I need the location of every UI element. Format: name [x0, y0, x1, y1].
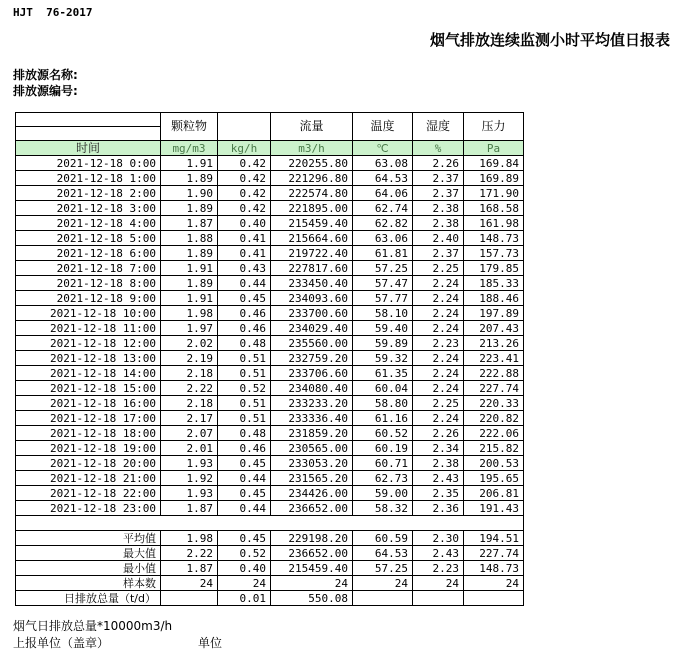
value-cell: 0.41 — [218, 246, 271, 261]
value-cell: 59.00 — [353, 486, 413, 501]
value-cell: 2.22 — [161, 381, 218, 396]
value-cell: 0.42 — [218, 171, 271, 186]
summary-value-cell: 24 — [161, 576, 218, 591]
summary-value-cell: 2.22 — [161, 546, 218, 561]
unit-percent: % — [413, 141, 464, 156]
summary-value-cell: 57.25 — [353, 561, 413, 576]
spacer-row — [16, 516, 524, 531]
value-cell: 2.24 — [413, 351, 464, 366]
summary-value-cell: 0.01 — [218, 591, 271, 606]
value-cell: 2.24 — [413, 321, 464, 336]
standard-code: HJT 76-2017 — [13, 6, 93, 19]
value-cell: 233053.20 — [271, 456, 353, 471]
value-cell: 1.89 — [161, 276, 218, 291]
value-cell: 222.06 — [464, 426, 524, 441]
value-cell: 157.73 — [464, 246, 524, 261]
value-cell: 1.98 — [161, 306, 218, 321]
value-cell: 0.51 — [218, 366, 271, 381]
value-cell: 215.82 — [464, 441, 524, 456]
value-cell: 2.35 — [413, 486, 464, 501]
col-header-flow: 流量 — [271, 113, 353, 141]
summary-value-cell: 227.74 — [464, 546, 524, 561]
value-cell: 222574.80 — [271, 186, 353, 201]
hourly-rows — [16, 156, 524, 516]
report-title: 烟气排放连续监测小时平均值日报表 — [430, 31, 671, 49]
time-cell: 2021-12-18 11:00 — [16, 321, 161, 336]
table-row — [16, 426, 524, 441]
value-cell: 2.18 — [161, 366, 218, 381]
time-cell: 2021-12-18 22:00 — [16, 486, 161, 501]
time-cell: 2021-12-18 3:00 — [16, 201, 161, 216]
time-header: 时间 — [16, 141, 161, 156]
value-cell: 2.34 — [413, 441, 464, 456]
summary-value-cell: 236652.00 — [271, 546, 353, 561]
value-cell: 0.40 — [218, 216, 271, 231]
time-cell: 2021-12-18 12:00 — [16, 336, 161, 351]
time-cell: 2021-12-18 23:00 — [16, 501, 161, 516]
value-cell: 2.38 — [413, 456, 464, 471]
value-cell: 0.46 — [218, 441, 271, 456]
table-row — [16, 156, 524, 171]
summary-value-cell: 1.98 — [161, 531, 218, 546]
value-cell: 233706.60 — [271, 366, 353, 381]
value-cell: 63.08 — [353, 156, 413, 171]
time-cell: 2021-12-18 1:00 — [16, 171, 161, 186]
time-cell: 2021-12-18 19:00 — [16, 441, 161, 456]
col-header-particulate: 颗粒物 — [161, 113, 218, 141]
col-header-pressure: 压力 — [464, 113, 524, 141]
summary-value-cell: 215459.40 — [271, 561, 353, 576]
table-row — [16, 246, 524, 261]
value-cell: 232759.20 — [271, 351, 353, 366]
table-row — [16, 471, 524, 486]
value-cell: 0.48 — [218, 426, 271, 441]
value-cell: 161.98 — [464, 216, 524, 231]
value-cell: 195.65 — [464, 471, 524, 486]
summary-value-cell — [161, 591, 218, 606]
value-cell: 0.42 — [218, 186, 271, 201]
summary-label: 平均值 — [16, 531, 161, 546]
value-cell: 148.73 — [464, 231, 524, 246]
value-cell: 1.91 — [161, 291, 218, 306]
value-cell: 231565.20 — [271, 471, 353, 486]
value-cell: 64.06 — [353, 186, 413, 201]
value-cell: 236652.00 — [271, 501, 353, 516]
summary-value-cell: 64.53 — [353, 546, 413, 561]
value-cell: 0.42 — [218, 156, 271, 171]
time-cell: 2021-12-18 9:00 — [16, 291, 161, 306]
table-row — [16, 456, 524, 471]
value-cell: 59.40 — [353, 321, 413, 336]
value-cell: 2.24 — [413, 381, 464, 396]
value-cell: 0.45 — [218, 291, 271, 306]
summary-value-cell — [353, 591, 413, 606]
value-cell: 2.37 — [413, 171, 464, 186]
time-cell: 2021-12-18 17:00 — [16, 411, 161, 426]
value-cell: 1.87 — [161, 216, 218, 231]
time-cell: 2021-12-18 20:00 — [16, 456, 161, 471]
value-cell: 2.24 — [413, 411, 464, 426]
table-row — [16, 291, 524, 306]
value-cell: 62.82 — [353, 216, 413, 231]
summary-label: 最大值 — [16, 546, 161, 561]
value-cell: 59.89 — [353, 336, 413, 351]
value-cell: 234093.60 — [271, 291, 353, 306]
value-cell: 0.42 — [218, 201, 271, 216]
value-cell: 2.24 — [413, 291, 464, 306]
summary-value-cell: 194.51 — [464, 531, 524, 546]
report-unit-label: 上报单位（盖章） — [13, 636, 110, 650]
summary-value-cell: 148.73 — [464, 561, 524, 576]
value-cell: 60.71 — [353, 456, 413, 471]
table-row — [16, 261, 524, 276]
value-cell: 64.53 — [353, 171, 413, 186]
value-cell: 222.88 — [464, 366, 524, 381]
value-cell: 234426.00 — [271, 486, 353, 501]
time-cell: 2021-12-18 7:00 — [16, 261, 161, 276]
table-row — [16, 411, 524, 426]
footnote-flow-total: 烟气日排放总量*10000m3/h — [13, 619, 173, 633]
value-cell: 2.02 — [161, 336, 218, 351]
value-cell: 58.80 — [353, 396, 413, 411]
time-cell: 2021-12-18 21:00 — [16, 471, 161, 486]
unit-celsius: ℃ — [353, 141, 413, 156]
value-cell: 2.25 — [413, 261, 464, 276]
time-header-upper-cell — [16, 113, 161, 127]
value-cell: 1.89 — [161, 246, 218, 261]
summary-rows — [16, 531, 524, 606]
value-cell: 1.89 — [161, 201, 218, 216]
table-row — [16, 441, 524, 456]
value-cell: 0.41 — [218, 231, 271, 246]
value-cell: 0.45 — [218, 456, 271, 471]
col-header-spacer — [218, 113, 271, 141]
table-row — [16, 486, 524, 501]
source-name-label: 排放源名称: — [13, 68, 78, 82]
value-cell: 227817.60 — [271, 261, 353, 276]
source-code-label: 排放源编号: — [13, 84, 78, 98]
summary-value-cell: 229198.20 — [271, 531, 353, 546]
value-cell: 0.48 — [218, 336, 271, 351]
value-cell: 0.44 — [218, 501, 271, 516]
value-cell: 191.43 — [464, 501, 524, 516]
summary-label: 日排放总量（t/d） — [16, 591, 161, 606]
time-cell: 2021-12-18 13:00 — [16, 351, 161, 366]
summary-row — [16, 576, 524, 591]
summary-value-cell: 2.23 — [413, 561, 464, 576]
value-cell: 1.90 — [161, 186, 218, 201]
summary-row — [16, 591, 524, 606]
summary-value-cell: 0.40 — [218, 561, 271, 576]
unit-pa: Pa — [464, 141, 524, 156]
value-cell: 188.46 — [464, 291, 524, 306]
unit-row — [16, 141, 524, 156]
value-cell: 0.45 — [218, 486, 271, 501]
time-cell: 2021-12-18 16:00 — [16, 396, 161, 411]
value-cell: 2.38 — [413, 201, 464, 216]
value-cell: 61.35 — [353, 366, 413, 381]
value-cell: 61.16 — [353, 411, 413, 426]
value-cell: 169.89 — [464, 171, 524, 186]
value-cell: 235560.00 — [271, 336, 353, 351]
value-cell: 2.43 — [413, 471, 464, 486]
value-cell: 220.33 — [464, 396, 524, 411]
value-cell: 2.24 — [413, 366, 464, 381]
col-header-temperature: 温度 — [353, 113, 413, 141]
summary-value-cell: 550.08 — [271, 591, 353, 606]
value-cell: 62.73 — [353, 471, 413, 486]
summary-value-cell — [413, 591, 464, 606]
value-cell: 0.51 — [218, 411, 271, 426]
value-cell: 2.37 — [413, 186, 464, 201]
summary-value-cell: 60.59 — [353, 531, 413, 546]
spacer-cell — [16, 516, 524, 531]
summary-value-cell: 2.43 — [413, 546, 464, 561]
time-cell: 2021-12-18 6:00 — [16, 246, 161, 261]
value-cell: 220.82 — [464, 411, 524, 426]
summary-label: 最小值 — [16, 561, 161, 576]
value-cell: 0.46 — [218, 321, 271, 336]
value-cell: 60.04 — [353, 381, 413, 396]
value-cell: 233450.40 — [271, 276, 353, 291]
table-row — [16, 321, 524, 336]
monitoring-table — [15, 112, 524, 606]
value-cell: 1.92 — [161, 471, 218, 486]
value-cell: 185.33 — [464, 276, 524, 291]
table-row — [16, 186, 524, 201]
value-cell: 1.88 — [161, 231, 218, 246]
table-row — [16, 306, 524, 321]
table-row — [16, 366, 524, 381]
time-cell: 2021-12-18 2:00 — [16, 186, 161, 201]
time-cell: 2021-12-18 18:00 — [16, 426, 161, 441]
value-cell: 234080.40 — [271, 381, 353, 396]
time-header-lower-cell — [16, 127, 161, 141]
value-cell: 220255.80 — [271, 156, 353, 171]
value-cell: 1.87 — [161, 501, 218, 516]
value-cell: 2.38 — [413, 216, 464, 231]
summary-value-cell: 24 — [413, 576, 464, 591]
value-cell: 0.44 — [218, 471, 271, 486]
value-cell: 59.32 — [353, 351, 413, 366]
value-cell: 0.46 — [218, 306, 271, 321]
value-cell: 2.23 — [413, 336, 464, 351]
time-cell: 2021-12-18 8:00 — [16, 276, 161, 291]
table-row — [16, 201, 524, 216]
value-cell: 1.93 — [161, 456, 218, 471]
value-cell: 2.07 — [161, 426, 218, 441]
value-cell: 213.26 — [464, 336, 524, 351]
value-cell: 61.81 — [353, 246, 413, 261]
value-cell: 63.06 — [353, 231, 413, 246]
summary-value-cell: 24 — [218, 576, 271, 591]
value-cell: 221296.80 — [271, 171, 353, 186]
value-cell: 223.41 — [464, 351, 524, 366]
table-row — [16, 501, 524, 516]
summary-value-cell: 24 — [353, 576, 413, 591]
table-row — [16, 231, 524, 246]
value-cell: 62.74 — [353, 201, 413, 216]
value-cell: 2.17 — [161, 411, 218, 426]
value-cell: 57.25 — [353, 261, 413, 276]
summary-row — [16, 561, 524, 576]
value-cell: 57.47 — [353, 276, 413, 291]
time-cell: 2021-12-18 0:00 — [16, 156, 161, 171]
value-cell: 206.81 — [464, 486, 524, 501]
value-cell: 233700.60 — [271, 306, 353, 321]
summary-value-cell: 24 — [271, 576, 353, 591]
table-row — [16, 381, 524, 396]
value-cell: 171.90 — [464, 186, 524, 201]
value-cell: 1.97 — [161, 321, 218, 336]
summary-row — [16, 546, 524, 561]
unit-label: 单位 — [198, 636, 223, 650]
table-row — [16, 276, 524, 291]
value-cell: 2.40 — [413, 231, 464, 246]
value-cell: 0.44 — [218, 276, 271, 291]
value-cell: 2.18 — [161, 396, 218, 411]
value-cell: 1.89 — [161, 171, 218, 186]
value-cell: 60.52 — [353, 426, 413, 441]
value-cell: 2.19 — [161, 351, 218, 366]
value-cell: 219722.40 — [271, 246, 353, 261]
value-cell: 58.10 — [353, 306, 413, 321]
table-row — [16, 336, 524, 351]
value-cell: 2.26 — [413, 156, 464, 171]
value-cell: 1.91 — [161, 156, 218, 171]
value-cell: 179.85 — [464, 261, 524, 276]
value-cell: 200.53 — [464, 456, 524, 471]
value-cell: 2.24 — [413, 276, 464, 291]
table-row — [16, 216, 524, 231]
value-cell: 234029.40 — [271, 321, 353, 336]
value-cell: 2.26 — [413, 426, 464, 441]
summary-value-cell: 0.45 — [218, 531, 271, 546]
summary-value-cell: 1.87 — [161, 561, 218, 576]
value-cell: 230565.00 — [271, 441, 353, 456]
value-cell: 2.25 — [413, 396, 464, 411]
value-cell: 60.19 — [353, 441, 413, 456]
value-cell: 215459.40 — [271, 216, 353, 231]
time-cell: 2021-12-18 4:00 — [16, 216, 161, 231]
value-cell: 197.89 — [464, 306, 524, 321]
time-cell: 2021-12-18 10:00 — [16, 306, 161, 321]
unit-mg-m3: mg/m3 — [161, 141, 218, 156]
value-cell: 168.58 — [464, 201, 524, 216]
summary-value-cell: 0.52 — [218, 546, 271, 561]
col-header-humidity: 湿度 — [413, 113, 464, 141]
summary-value-cell — [464, 591, 524, 606]
value-cell: 2.37 — [413, 246, 464, 261]
value-cell: 207.43 — [464, 321, 524, 336]
unit-m3-h: m3/h — [271, 141, 353, 156]
value-cell: 57.77 — [353, 291, 413, 306]
summary-row — [16, 531, 524, 546]
summary-value-cell: 24 — [464, 576, 524, 591]
value-cell: 0.43 — [218, 261, 271, 276]
value-cell: 0.51 — [218, 396, 271, 411]
value-cell: 2.36 — [413, 501, 464, 516]
value-cell: 2.24 — [413, 306, 464, 321]
value-cell: 221895.00 — [271, 201, 353, 216]
table-row — [16, 351, 524, 366]
value-cell: 169.84 — [464, 156, 524, 171]
value-cell: 2.01 — [161, 441, 218, 456]
unit-kg-h: kg/h — [218, 141, 271, 156]
table-row — [16, 171, 524, 186]
value-cell: 233233.20 — [271, 396, 353, 411]
value-cell: 0.52 — [218, 381, 271, 396]
value-cell: 0.51 — [218, 351, 271, 366]
value-cell: 227.74 — [464, 381, 524, 396]
time-cell: 2021-12-18 14:00 — [16, 366, 161, 381]
summary-label: 样本数 — [16, 576, 161, 591]
summary-value-cell: 2.30 — [413, 531, 464, 546]
value-cell: 231859.20 — [271, 426, 353, 441]
value-cell: 215664.60 — [271, 231, 353, 246]
value-cell: 233336.40 — [271, 411, 353, 426]
value-cell: 1.93 — [161, 486, 218, 501]
value-cell: 1.91 — [161, 261, 218, 276]
value-cell: 58.32 — [353, 501, 413, 516]
time-cell: 2021-12-18 5:00 — [16, 231, 161, 246]
time-cell: 2021-12-18 15:00 — [16, 381, 161, 396]
table-row — [16, 396, 524, 411]
